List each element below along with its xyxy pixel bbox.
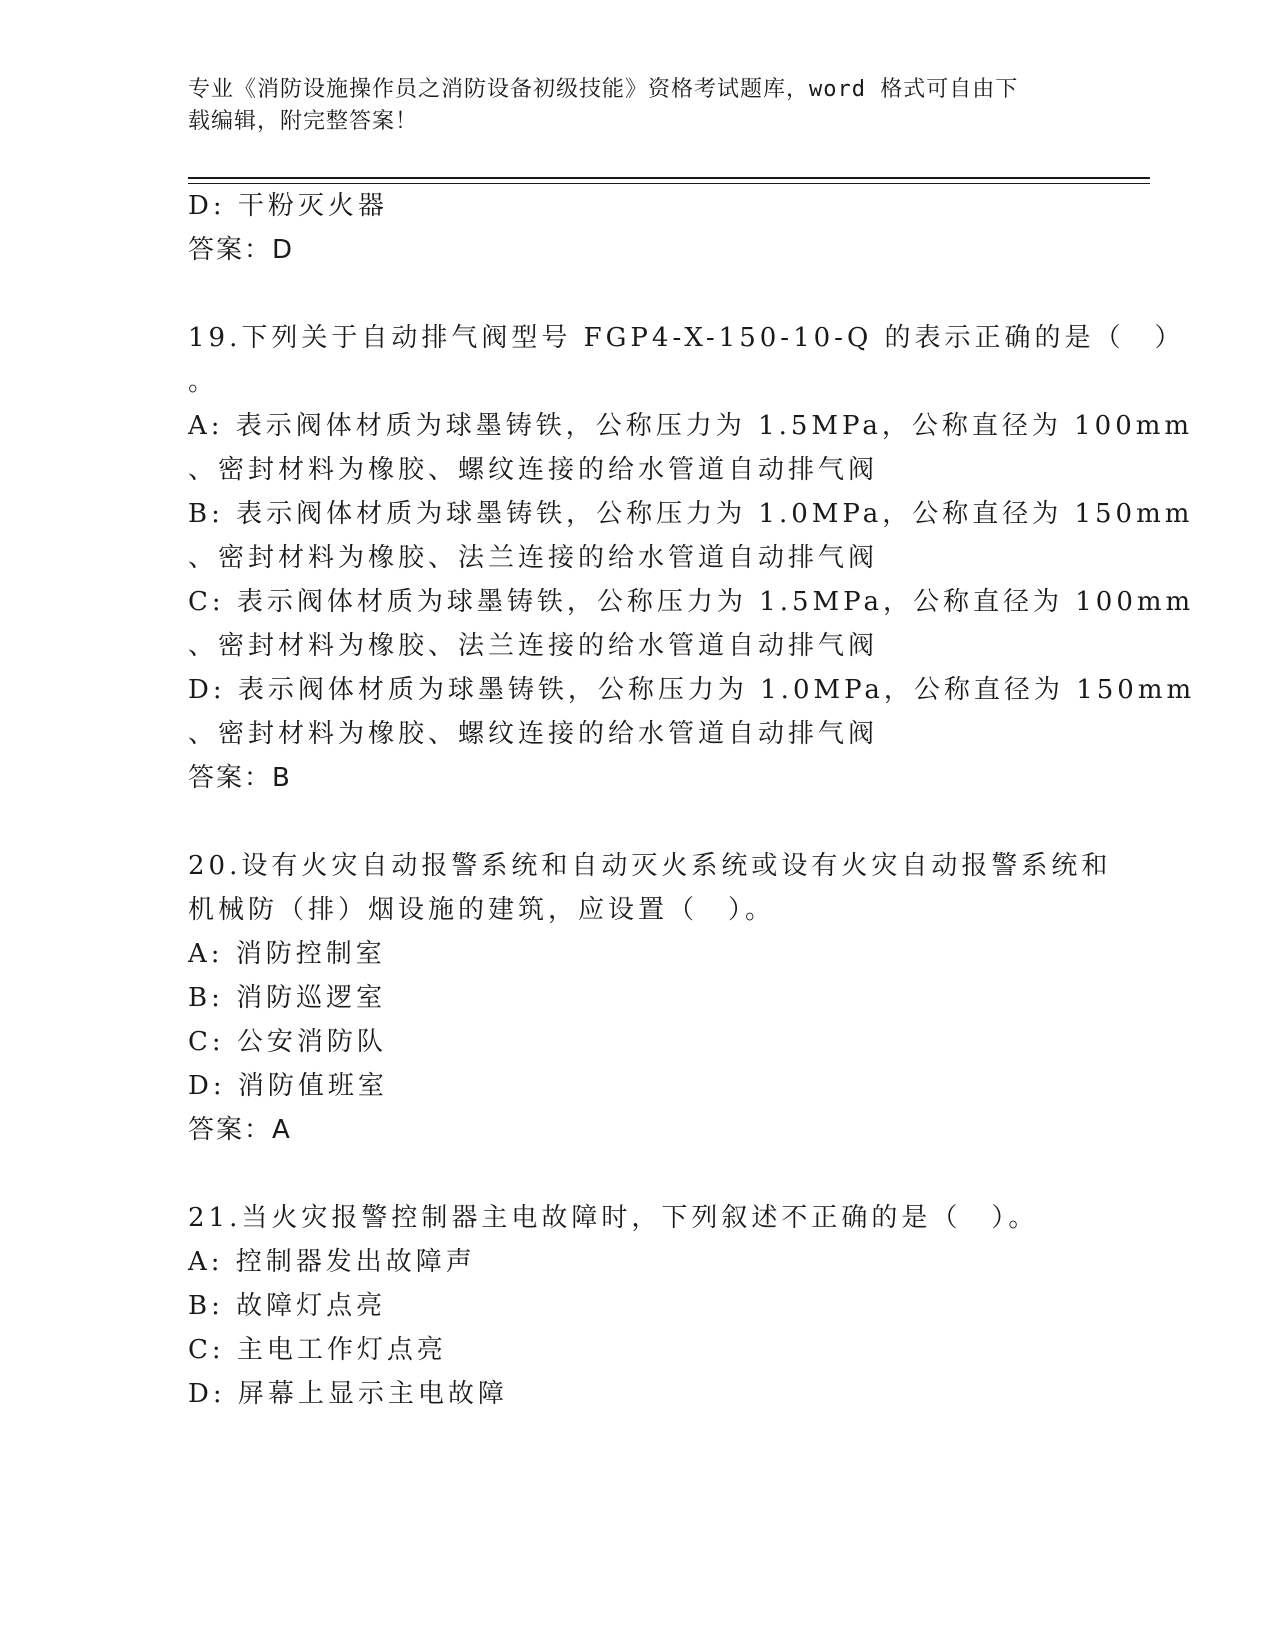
page-header: [188, 74, 1088, 138]
q20-option-d: D: 消防值班室: [188, 1071, 388, 1101]
q20-stem-line-1: 20.设有火灾自动报警系统和自动灭火系统或设有火灾自动报警系统和: [188, 851, 1112, 881]
q19-option-a-line-1: A: 表示阀体材质为球墨铸铁，公称压力为 1.5MPa，公称直径为 100mm: [188, 411, 1194, 441]
q19-answer: 答案：B: [188, 763, 292, 793]
header-divider-thick: [188, 177, 1150, 179]
header-divider-thin: [188, 183, 1150, 184]
q19-stem-line-2: 。: [188, 367, 219, 397]
q20-option-b: B: 消防巡逻室: [188, 983, 387, 1013]
q19-option-c-line-1: C: 表示阀体材质为球墨铸铁，公称压力为 1.5MPa，公称直径为 100mm: [188, 587, 1195, 617]
q21-option-b: B: 故障灯点亮: [188, 1291, 387, 1321]
q19-option-c-line-2: 、密封材料为橡胶、法兰连接的给水管道自动排气阀: [188, 631, 879, 661]
q18-option-d: D: 干粉灭火器: [188, 191, 388, 221]
q19-option-a-line-2: 、密封材料为橡胶、螺纹连接的给水管道自动排气阀: [188, 455, 879, 485]
q20-answer: 答案：A: [188, 1115, 292, 1145]
q21-option-a: A: 控制器发出故障声: [188, 1247, 476, 1277]
q20-option-a: A: 消防控制室: [188, 939, 386, 969]
q21-option-c: C: 主电工作灯点亮: [188, 1335, 447, 1365]
q20-stem-line-2: 机械防（排）烟设施的建筑，应设置（ ）。: [188, 895, 776, 925]
q21-stem: 21.当火灾报警控制器主电故障时，下列叙述不正确的是（ ）。: [188, 1203, 1039, 1233]
header-line-2: 载编辑，附完整答案！: [188, 109, 419, 134]
q19-option-d-line-2: 、密封材料为橡胶、螺纹连接的给水管道自动排气阀: [188, 719, 879, 749]
q19-option-b-line-2: 、密封材料为橡胶、法兰连接的给水管道自动排气阀: [188, 543, 879, 573]
q18-answer: 答案：D: [188, 235, 295, 265]
q20-option-c: C: 公安消防队: [188, 1027, 387, 1057]
q21-option-d: D: 屏幕上显示主电故障: [188, 1379, 508, 1409]
q19-stem-line-1: 19.下列关于自动排气阀型号 FGP4-X-150-10-Q 的表示正确的是（ ）: [188, 323, 1185, 353]
header-line-1: 专业《消防设施操作员之消防设备初级技能》资格考试题库，word 格式可自由下: [188, 77, 1019, 102]
q19-option-b-line-1: B: 表示阀体材质为球墨铸铁，公称压力为 1.0MPa，公称直径为 150mm: [188, 499, 1194, 529]
q19-option-d-line-1: D: 表示阀体材质为球墨铸铁，公称压力为 1.0MPa，公称直径为 150mm: [188, 675, 1196, 705]
